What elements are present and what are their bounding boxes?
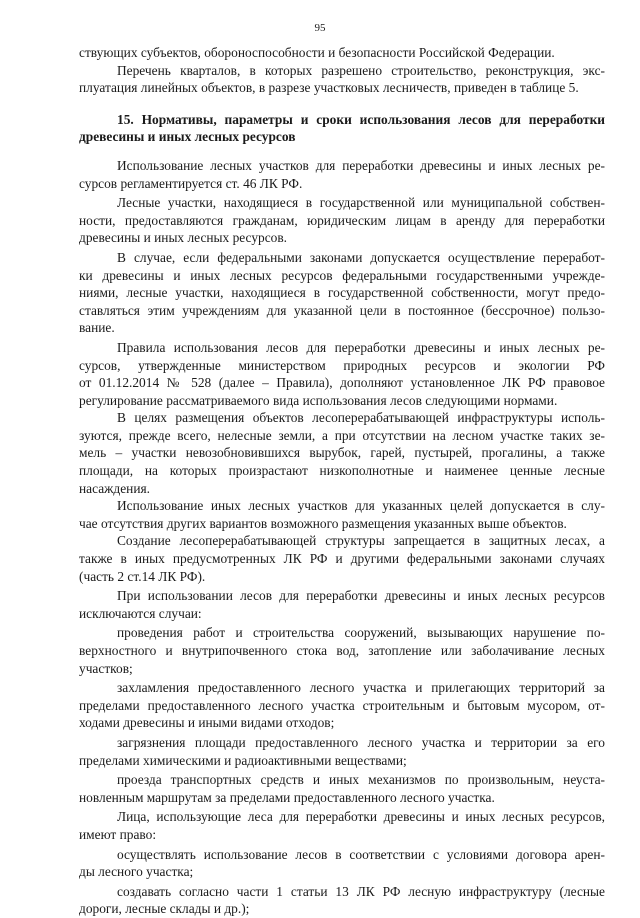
text-line: сурсов регламентируется ст. 46 ЛК РФ. bbox=[79, 175, 303, 191]
section-heading-line: древесины и иных лесных ресурсов bbox=[79, 129, 296, 145]
text-line: дороги, лесные склады и др.); bbox=[79, 901, 250, 917]
text-line: пределами химическими и радиоактивными веществами; bbox=[79, 752, 407, 768]
text-line: ходами древесины и иными видами отходов; bbox=[79, 715, 335, 731]
text-line: имеют право: bbox=[79, 826, 157, 842]
text-line: Лица, использующие леса для переработки древесины и иных лесных ресурсов, bbox=[117, 809, 605, 825]
text-line: ниями, лесные участки, находящиеся в государственной собственности, могут предо- bbox=[79, 285, 605, 301]
text-line: сурсов, утвержденные министерством природных ресурсов и экологии РФ bbox=[79, 357, 605, 373]
text-line: ки древесины и иных лесных ресурсов федеральными государственными учрежде- bbox=[79, 267, 605, 283]
text-line: ности, предоставляются гражданам, юридическим лицам в аренду для переработки bbox=[79, 212, 605, 228]
text-line: захламления предоставленного лесного участка и прилегающих территорий за bbox=[117, 680, 605, 696]
text-line: ствующих субъектов, обороноспособности и безопасности Российской Федерации. bbox=[79, 45, 555, 60]
text-line: Правила использования лесов для переработки древесины и иных лесных ре- bbox=[117, 339, 605, 355]
text-line: загрязнения площади предоставленного лесного участка и территории за его bbox=[117, 734, 605, 750]
text-line: древесины и иных лесных ресурсов. bbox=[79, 230, 288, 246]
text-line: зуются, прежде всего, нелесные земли, а при отсутствии на лесном участке таких зе- bbox=[79, 427, 605, 443]
text-line: В целях размещения объектов лесоперерабатывающей инфраструктуры исполь- bbox=[117, 410, 605, 426]
text-line: Перечень кварталов, в которых разрешено строительство, реконструкция, экс- bbox=[117, 62, 605, 78]
text-line: чае отсутствия других вариантов возможного размещения указанных выше объектов. bbox=[79, 515, 567, 531]
text-line: проведения работ и строительства сооружений, вызывающих нарушение по- bbox=[117, 625, 605, 641]
text-line: В случае, если федеральными законами допускается осуществление переработ- bbox=[117, 249, 605, 265]
text-line: новленным маршрутам за пределами предоставленного лесного участка. bbox=[79, 789, 495, 805]
text-line: пределами предоставленного лесного участка строительным и бытовым мусором, от- bbox=[79, 697, 605, 713]
text-line: ды лесного участка; bbox=[79, 864, 194, 880]
text-line: исключаются случаи: bbox=[79, 605, 202, 621]
text-line: от 01.12.2014 № 528 (далее – Правила), дополняют установленное ЛК РФ правовое bbox=[79, 375, 605, 391]
text-line: создавать согласно части 1 статьи 13 ЛК РФ лесную инфраструктуру (лесные bbox=[117, 883, 605, 899]
text-line: Создание лесоперерабатывающей структуры запрещается в защитных лесах, а bbox=[117, 533, 605, 549]
text-line: мель – участки невозобновившихся вырубок, гарей, пустырей, прогалины, а также bbox=[79, 445, 605, 461]
text-line: также в иных предусмотренных ЛК РФ и другими федеральными законами случаях bbox=[79, 551, 605, 567]
text-line: Использование иных лесных участков для указанных целей допускается в слу- bbox=[117, 498, 605, 514]
page-body bbox=[79, 44, 605, 918]
text-line: участков; bbox=[79, 660, 133, 676]
text-line: Использование лесных участков для переработки древесины и иных лесных ре- bbox=[117, 157, 605, 173]
text-line: (часть 2 ст.14 ЛК РФ). bbox=[79, 568, 206, 584]
text-line: ставляться этим учреждениям для указанной цели в постоянное (бессрочное) пользо- bbox=[79, 302, 605, 318]
text-line: регулирование рассматриваемого вида использования лесов следующими нормами. bbox=[79, 392, 558, 408]
text-line: вание. bbox=[79, 320, 115, 336]
section-heading-line: 15. Нормативы, параметры и сроки использования лесов для переработки bbox=[117, 111, 605, 127]
text-line: Лесные участки, находящиеся в государственной или муниципальной собствен- bbox=[117, 195, 605, 211]
text-line: плуатация линейных объектов, в разрезе участковых лесничеств, приведен в таблице 5. bbox=[79, 80, 579, 96]
text-line: При использовании лесов для переработки древесины и иных лесных ресурсов bbox=[117, 588, 605, 604]
text-line: верхностного и внутрипочвенного стока вод, затопление или заболачивание лесных bbox=[79, 643, 605, 658]
text-line: площади, на которых произрастают низкополнотные и наименее ценные лесные bbox=[79, 463, 605, 479]
text-line: проезда транспортных средств и иных механизмов по произвольным, неуста- bbox=[117, 772, 605, 788]
page-number: 95 bbox=[314, 22, 326, 34]
text-line: насаждения. bbox=[79, 480, 151, 496]
text-line: осуществлять использование лесов в соответствии с условиями договора арен- bbox=[117, 846, 605, 862]
